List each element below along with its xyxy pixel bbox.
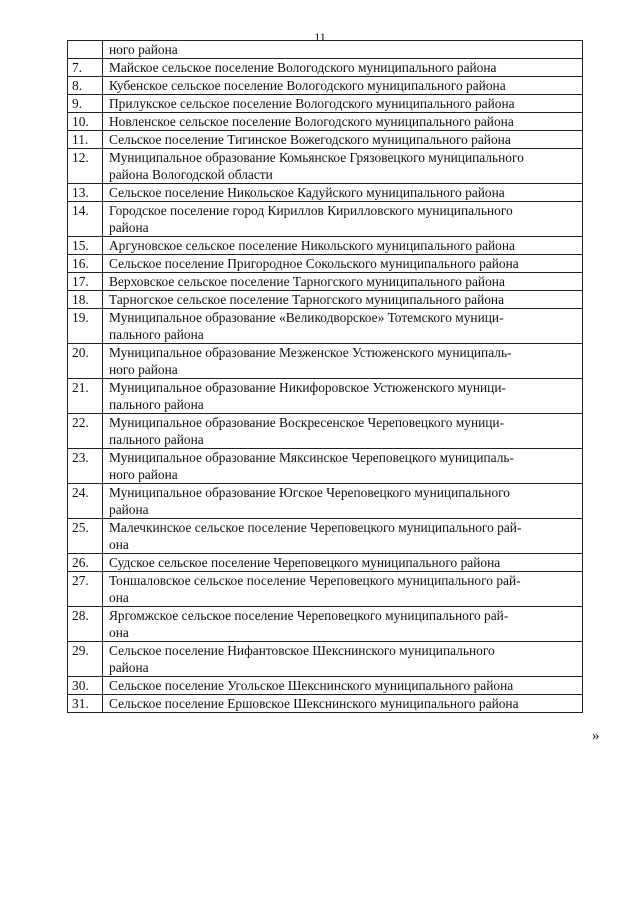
- table-row: [68, 695, 583, 713]
- table-row: [68, 291, 583, 309]
- name-line: Городское поселение город Кириллов Кирилловского муниципального: [109, 203, 513, 218]
- municipality-name: [103, 202, 583, 237]
- table-row: [68, 273, 583, 291]
- name-line: Тоншаловское сельское поселение Череповецкого муниципального рай-: [109, 573, 521, 588]
- table-body: [68, 41, 583, 713]
- closing-quote: »: [592, 728, 600, 744]
- table-row: [68, 255, 583, 273]
- row-number: 26.: [68, 554, 103, 572]
- name-line: она: [109, 537, 129, 552]
- table-row: [68, 379, 583, 414]
- row-number: 13.: [68, 184, 103, 202]
- row-number: 31.: [68, 695, 103, 713]
- name-line: ного района: [109, 362, 178, 377]
- name-line: пального района: [109, 397, 204, 412]
- municipality-name: [103, 695, 583, 713]
- table-row: [68, 449, 583, 484]
- name-line: Прилукское сельское поселение Вологодского муниципального района: [109, 96, 515, 111]
- row-number: 8.: [68, 77, 103, 95]
- table-row: [68, 414, 583, 449]
- name-line: Муниципальное образование Воскресенское Череповецкого муници-: [109, 415, 505, 430]
- row-number: 25.: [68, 519, 103, 554]
- municipality-name: [103, 149, 583, 184]
- name-line: Сельское поселение Тигинское Вожегодского муниципального района: [109, 132, 511, 147]
- row-number: 30.: [68, 677, 103, 695]
- municipality-name: [103, 607, 583, 642]
- municipality-name: [103, 379, 583, 414]
- name-line: Судское сельское поселение Череповецкого муниципального района: [109, 555, 501, 570]
- name-line: Муниципальное образование Мезженское Устюженского муниципаль-: [109, 345, 512, 360]
- name-line: Муниципальное образование Никифоровское Устюженского муници-: [109, 380, 506, 395]
- name-line: она: [109, 590, 129, 605]
- row-number: 22.: [68, 414, 103, 449]
- name-line: Малечкинское сельское поселение Череповецкого муниципального рай-: [109, 520, 522, 535]
- municipality-name: [103, 237, 583, 255]
- name-line: Муниципальное образование Комьянское Грязовецкого муниципального: [109, 150, 524, 165]
- row-number: 24.: [68, 484, 103, 519]
- name-line: Новленское сельское поселение Вологодского муниципального района: [109, 114, 514, 129]
- name-line: Муниципальное образование Югское Череповецкого муниципального: [109, 485, 510, 500]
- table-row: [68, 77, 583, 95]
- municipality-name: [103, 677, 583, 695]
- name-line: Сельское поселение Никольское Кадуйского муниципального района: [109, 185, 505, 200]
- table-row: [68, 309, 583, 344]
- municipality-name: [103, 309, 583, 344]
- municipality-name: [103, 291, 583, 309]
- name-line: Сельское поселение Ершовское Шекснинского муниципального района: [109, 696, 519, 711]
- name-line: района: [109, 502, 149, 517]
- name-line: Верховское сельское поселение Тарногского муниципального района: [109, 274, 505, 289]
- name-line: она: [109, 625, 129, 640]
- municipality-name: [103, 255, 583, 273]
- name-line: района: [109, 220, 149, 235]
- row-number: 15.: [68, 237, 103, 255]
- table-row: [68, 344, 583, 379]
- table-row: [68, 202, 583, 237]
- table-row: [68, 572, 583, 607]
- row-number: 11.: [68, 131, 103, 149]
- municipality-name: [103, 131, 583, 149]
- table-row: [68, 95, 583, 113]
- row-number: 23.: [68, 449, 103, 484]
- municipality-name: [103, 642, 583, 677]
- table-row: [68, 41, 583, 59]
- page-number: 11: [314, 30, 326, 44]
- name-line: Яргомжское сельское поселение Череповецкого муниципального рай-: [109, 608, 509, 623]
- table-row: [68, 237, 583, 255]
- name-line: Тарногское сельское поселение Тарногского муниципального района: [109, 292, 505, 307]
- row-number: 17.: [68, 273, 103, 291]
- row-number: 10.: [68, 113, 103, 131]
- name-line: Сельское поселение Угольское Шекснинского муниципального района: [109, 678, 514, 693]
- name-line: Муниципальное образование «Великодворское» Тотемского муници-: [109, 310, 504, 325]
- row-number: 9.: [68, 95, 103, 113]
- table-row: [68, 607, 583, 642]
- name-line: Майское сельское поселение Вологодского муниципального района: [109, 60, 497, 75]
- municipality-name: [103, 59, 583, 77]
- name-line: ного района: [109, 467, 178, 482]
- municipality-name: [103, 344, 583, 379]
- name-line: Кубенское сельское поселение Вологодского муниципального района: [109, 78, 506, 93]
- name-line: пального района: [109, 327, 204, 342]
- municipality-name: [103, 572, 583, 607]
- row-number: 21.: [68, 379, 103, 414]
- table-row: [68, 519, 583, 554]
- row-number: 18.: [68, 291, 103, 309]
- table-row: [68, 484, 583, 519]
- municipality-name: [103, 95, 583, 113]
- municipality-name: [103, 484, 583, 519]
- municipality-name: [103, 519, 583, 554]
- municipality-name: [103, 414, 583, 449]
- municipality-name: [103, 113, 583, 131]
- table-row: [68, 113, 583, 131]
- municipality-name: [103, 77, 583, 95]
- table-row: [68, 642, 583, 677]
- row-number: 19.: [68, 309, 103, 344]
- name-line: Муниципальное образование Мяксинское Череповецкого муниципаль-: [109, 450, 514, 465]
- row-number: 16.: [68, 255, 103, 273]
- row-number: 7.: [68, 59, 103, 77]
- name-line: района: [109, 660, 149, 675]
- row-number: 27.: [68, 572, 103, 607]
- row-number: [68, 41, 103, 59]
- row-number: 14.: [68, 202, 103, 237]
- name-line: пального района: [109, 432, 204, 447]
- municipality-name: [103, 449, 583, 484]
- table-row: [68, 554, 583, 572]
- municipality-name: [103, 184, 583, 202]
- municipality-table: [67, 40, 583, 713]
- row-number: 12.: [68, 149, 103, 184]
- name-line: ного района: [109, 42, 178, 57]
- name-line: района Вологодской области: [109, 167, 273, 182]
- name-line: Аргуновское сельское поселение Никольского муниципального района: [109, 238, 515, 253]
- row-number: 20.: [68, 344, 103, 379]
- table-row: [68, 677, 583, 695]
- table-row: [68, 149, 583, 184]
- table-row: [68, 184, 583, 202]
- name-line: Сельское поселение Нифантовское Шекснинского муниципального: [109, 643, 495, 658]
- row-number: 28.: [68, 607, 103, 642]
- table-row: [68, 59, 583, 77]
- row-number: 29.: [68, 642, 103, 677]
- municipality-name: [103, 554, 583, 572]
- municipality-name: [103, 273, 583, 291]
- table-row: [68, 131, 583, 149]
- name-line: Сельское поселение Пригородное Сокольского муниципального района: [109, 256, 519, 271]
- municipality-name: [103, 41, 583, 59]
